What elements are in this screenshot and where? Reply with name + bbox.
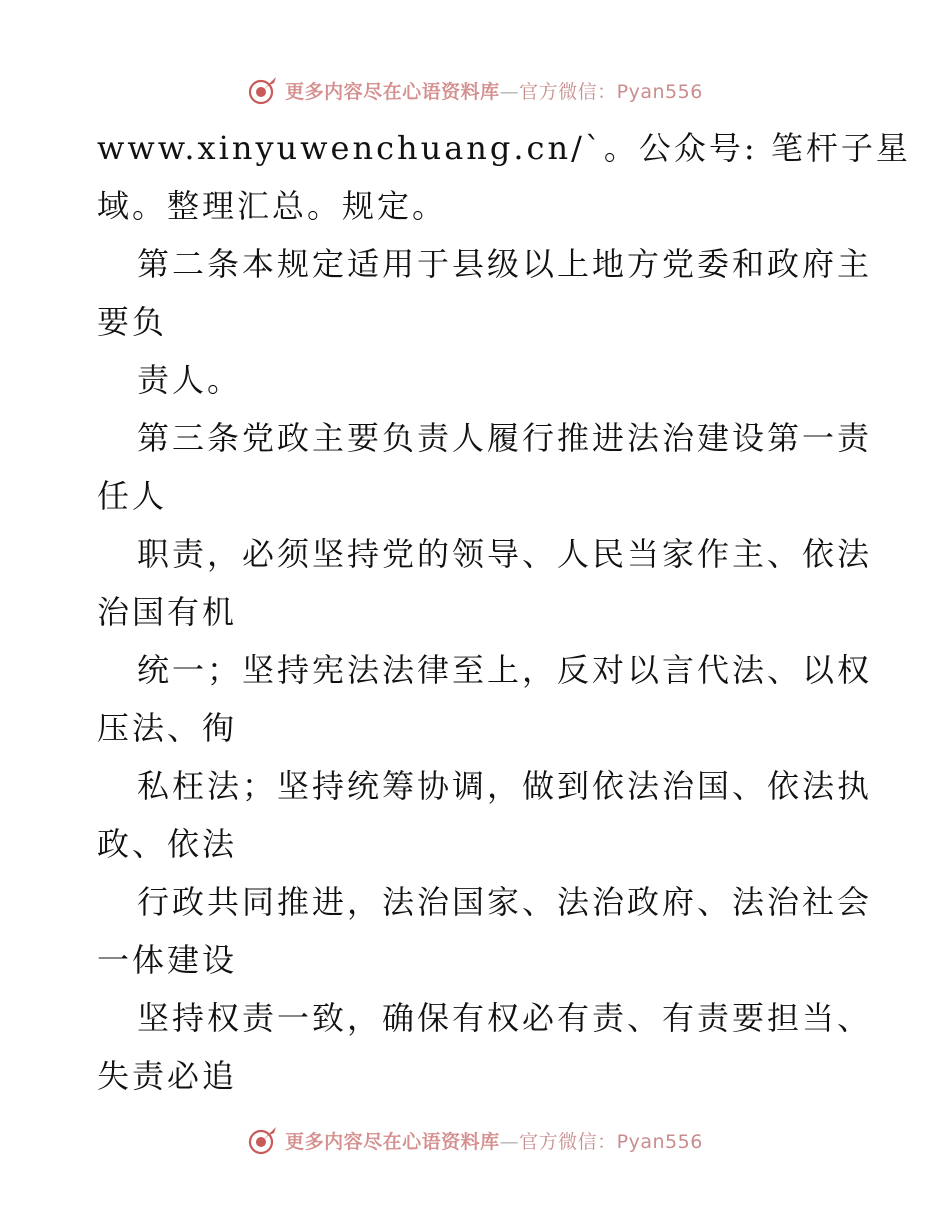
watermark-text [285, 1127, 703, 1154]
text-line: 第二条本规定适用于县级以上地方党委和政府主 [137, 245, 873, 283]
header-watermark [0, 70, 950, 110]
footer-watermark [0, 1120, 950, 1160]
text-line: 私枉法；坚持统筹协调，做到依法治国、依法执 [137, 767, 873, 805]
watermark-contact: 官方微信：Pyan556 [519, 80, 703, 103]
watermark-separator: — [499, 1130, 520, 1153]
text-line: 失责必追 [97, 1057, 238, 1095]
text-line: 责人。 [137, 361, 243, 399]
quill-logo-icon [247, 74, 279, 106]
text-line: 要负 [97, 303, 168, 341]
text-line: 职责，必须坚持党的领导、人民当家作主、依法 [137, 535, 873, 573]
watermark-text [285, 77, 703, 104]
watermark-brand: 更多内容尽在心语资料库 [285, 80, 500, 103]
text-line: 统一；坚持宪法法律至上，反对以言代法、以权 [137, 651, 873, 689]
text-line: 压法、徇 [97, 709, 238, 747]
watermark-brand: 更多内容尽在心语资料库 [285, 1130, 500, 1153]
quill-logo-icon [247, 1124, 279, 1156]
text-line: 政、依法 [97, 825, 238, 863]
text-line: 行政共同推进，法治国家、法治政府、法治社会 [137, 883, 873, 921]
text-line: 一体建设 [97, 941, 238, 979]
text-line: 域。整理汇总。规定。 [97, 187, 448, 225]
text-line: 第三条党政主要负责人履行推进法治建设第一责 [137, 419, 873, 457]
watermark-contact: 官方微信：Pyan556 [519, 1130, 703, 1153]
text-line: www.xinyuwenchuang.cn/`。公众号: 笔杆子星 [97, 129, 911, 167]
text-line: 坚持权责一致，确保有权必有责、有责要担当、 [137, 999, 873, 1037]
watermark-separator: — [499, 80, 520, 103]
text-line: 治国有机 [97, 593, 238, 631]
text-line: 任人 [97, 477, 168, 515]
